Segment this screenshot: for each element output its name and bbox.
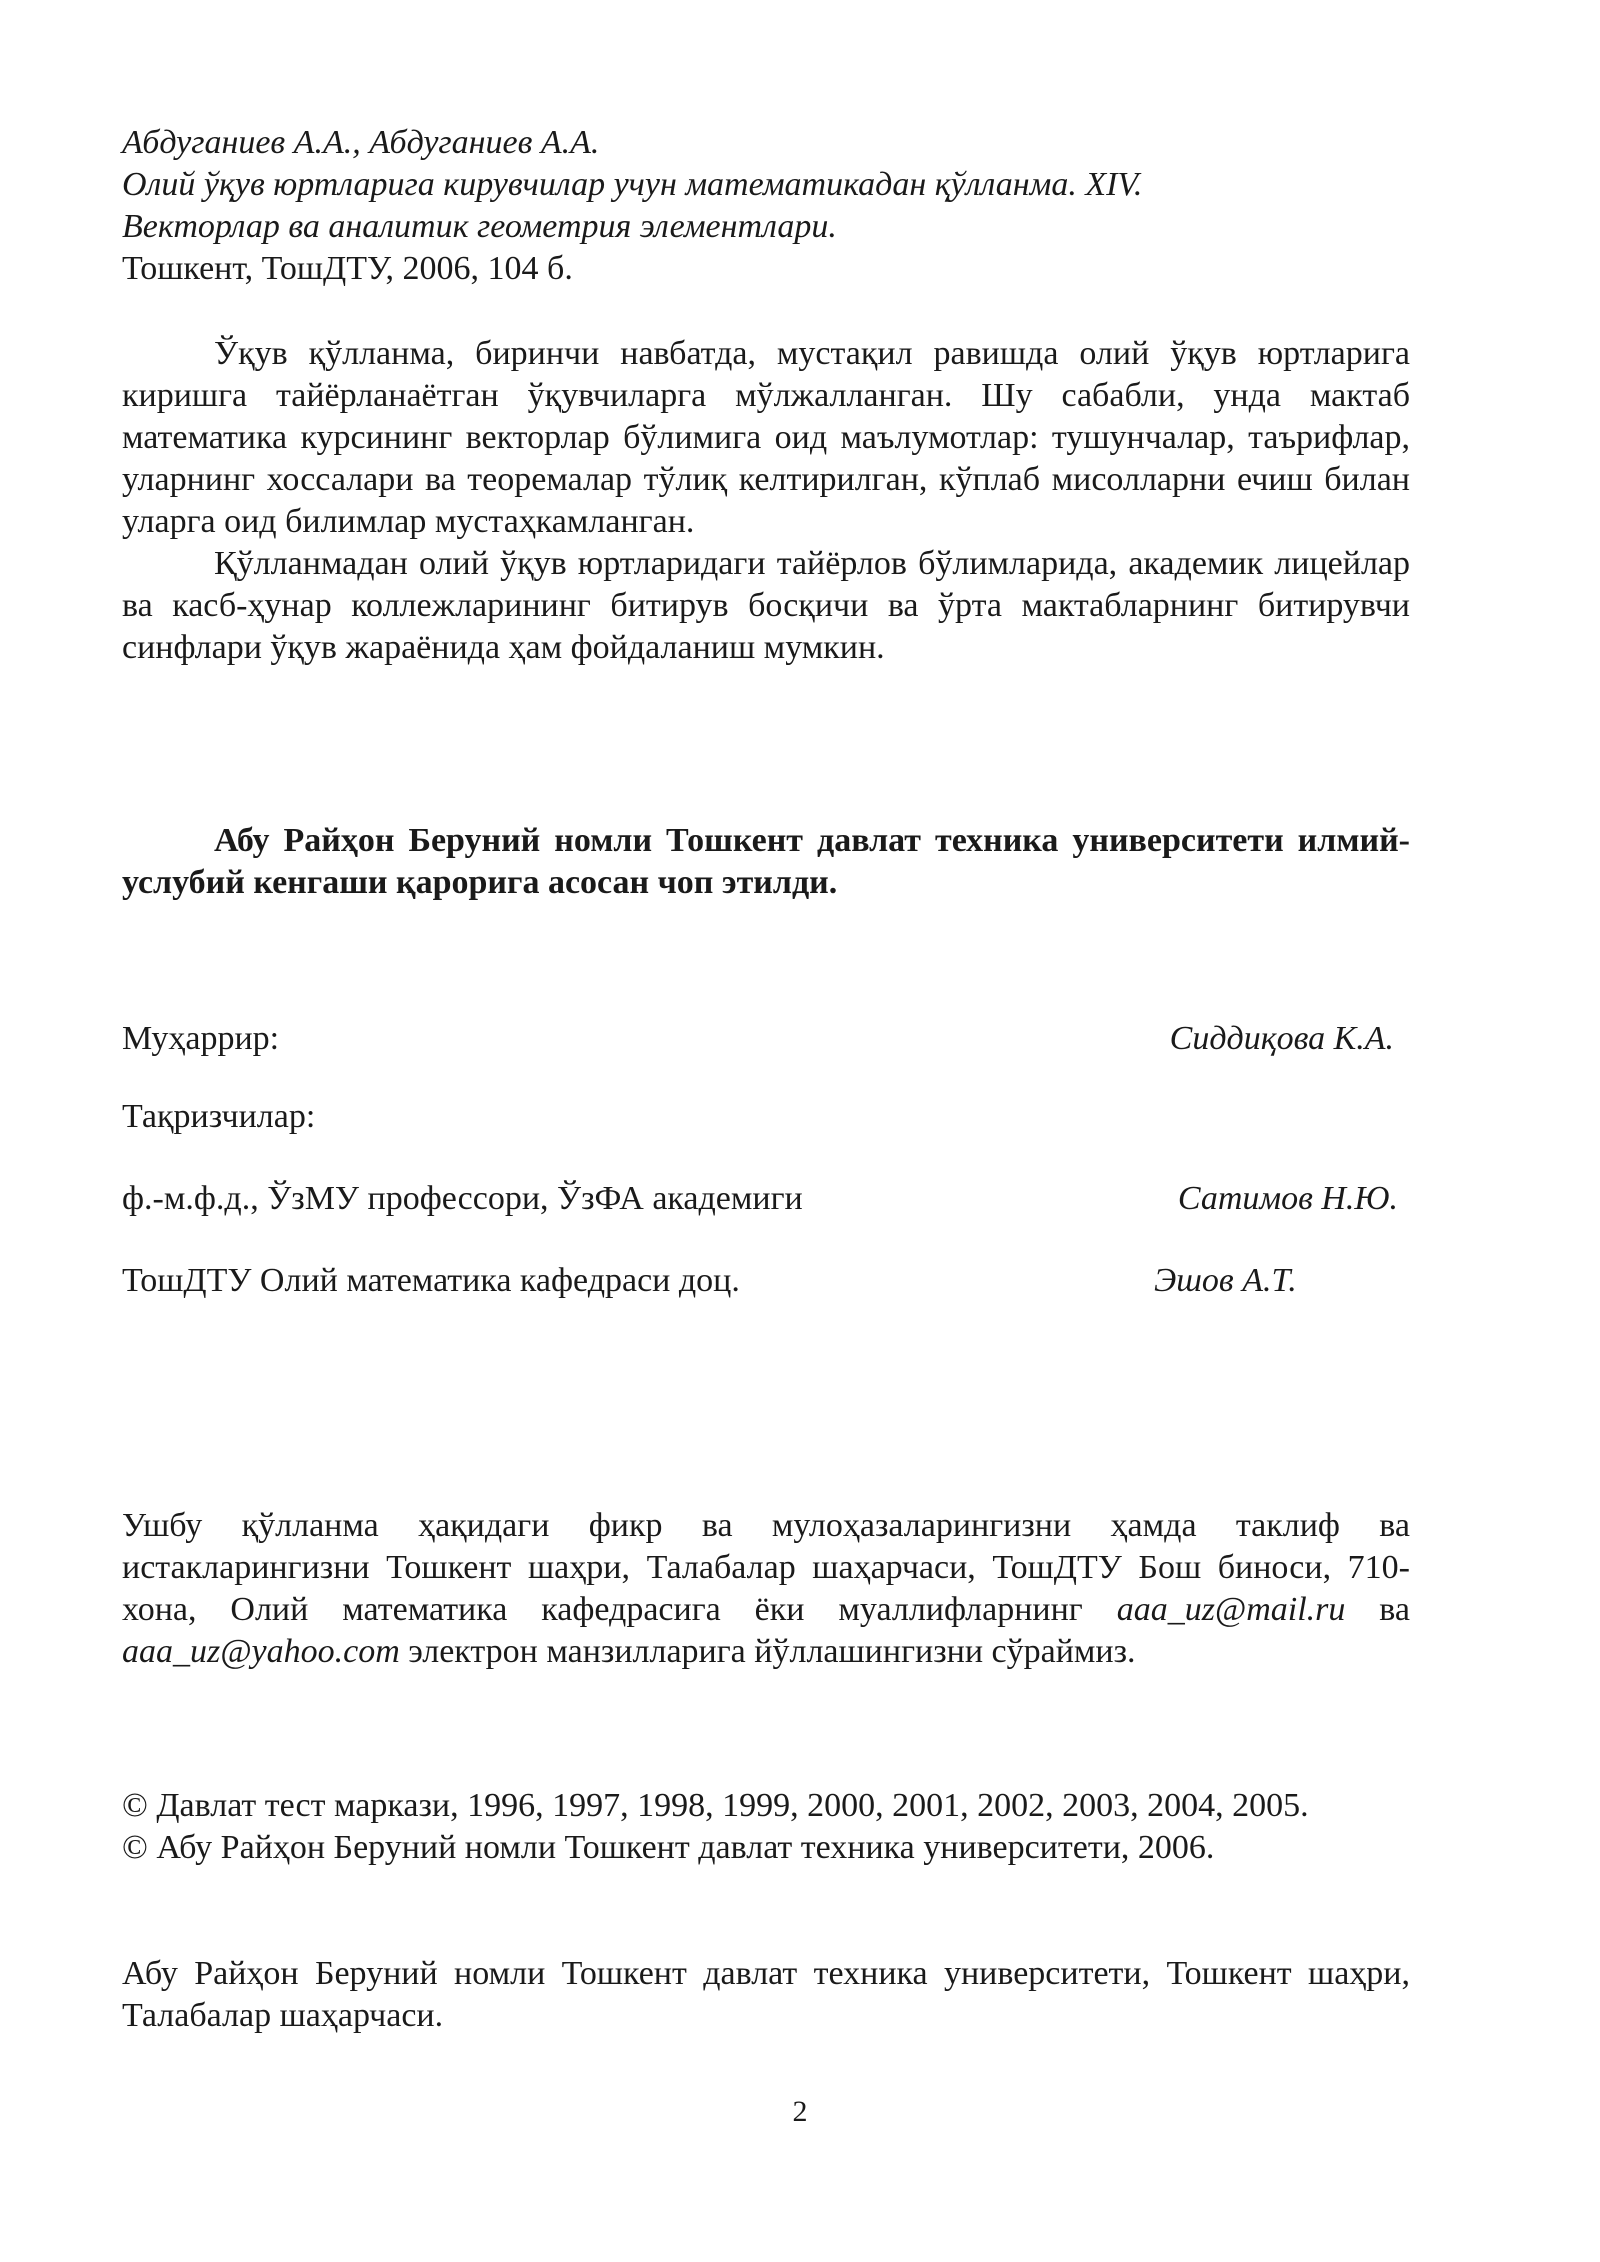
authors: Абдуганиев А.А., Абдуганиев А.А. [122,124,600,161]
editor-label: Муҳаррир: [122,1020,280,1057]
reviewer-credit [122,1180,1410,1222]
bibliographic-record [122,122,1410,290]
abstract-paragraph: Ўқув қўлланма, биринчи навбатда, мустақил равишда олий ўқув юртларига киришга тайёрланаётган ўқувчиларга мўлжалланган. Шу сабабли, унда мактаб математика курсининг векторлар бўлимига оид маълумотлар: тушунчалар, таърифлар, уларнинг хоссалари ва теоремалар тўлиқ келтирилган, кўплаб мисолларни ечиш билан уларга оид билимлар мустаҳкамланган. [122,335,1410,540]
copyright-line: © Давлат тест маркази, 1996, 1997, 1998, 1999, 2000, 2001, 2002, 2003, 2004, 2005. [122,1787,1309,1824]
publication-info: Тошкент, ТошДТУ, 2006, 104 б. [122,250,573,287]
approval-statement: Абу Райҳон Беруний номли Тошкент давлат техника университети илмий-услубий кенгаши қарорига асосан чоп этилди. [122,822,1410,901]
abstract [122,333,1410,669]
copyright-line: © Абу Райҳон Беруний номли Тошкент давлат техника университети, 2006. [122,1829,1215,1866]
reviewer-name: Эшов А.Т. [1154,1262,1297,1299]
editor-credit [122,1020,1410,1062]
reviewer-title: ТошДТУ Олий математика кафедраси доц. [122,1262,740,1299]
contact-note [122,1505,1410,1673]
email-address: aaa_uz@mail.ru [1116,1591,1346,1628]
copyright-notice [122,1785,1410,1869]
abstract-paragraph: Қўлланмадан олий ўқув юртларидаги тайёрлов бўлимларида, академик лицейлар ва касб-ҳунар коллежларининг битирув босқичи ва ўрта мактабларнинг битирувчи синфлари ўқув жараёнида ҳам фойдаланиш мумкин. [122,545,1410,666]
contact-text: электрон манзилларига йўллашингизни сўраймиз. [399,1633,1136,1670]
reviewer-title: ф.-м.ф.д., ЎзМУ профессори, ЎзФА академиги [122,1180,803,1217]
book-title-line-1: Олий ўқув юртларига кирувчилар учун математикадан қўлланма. XIV. [122,166,1143,203]
page-number: 2 [792,2095,808,2128]
reviewers-label: Тақризчилар: [122,1098,316,1135]
editor-name: Сиддиқова К.А. [1169,1020,1394,1057]
publisher-address: Абу Райҳон Беруний номли Тошкент давлат техника университети, Тошкент шаҳри, Талабалар шаҳарчаси. [122,1955,1410,2034]
reviewer-credit [122,1262,1410,1304]
reviewer-name: Сатимов Н.Ю. [1177,1180,1398,1217]
contact-text: ва [1345,1591,1410,1628]
contact-text: Ушбу қўлланма ҳақидаги фикр ва мулоҳазаларингизни ҳамда таклиф ва истакларингизни Тошкент шаҳри, Талабалар шаҳарчаси, ТошДТУ Бош биноси, 710-хона, Олий математика кафедрасига ёки муаллифларнинг [122,1507,1410,1628]
reviewers-heading [122,1098,1410,1140]
book-title-line-2: Векторлар ва аналитик геометрия элементлари. [122,208,837,245]
email-address: aaa_uz@yahoo.com [122,1633,400,1670]
